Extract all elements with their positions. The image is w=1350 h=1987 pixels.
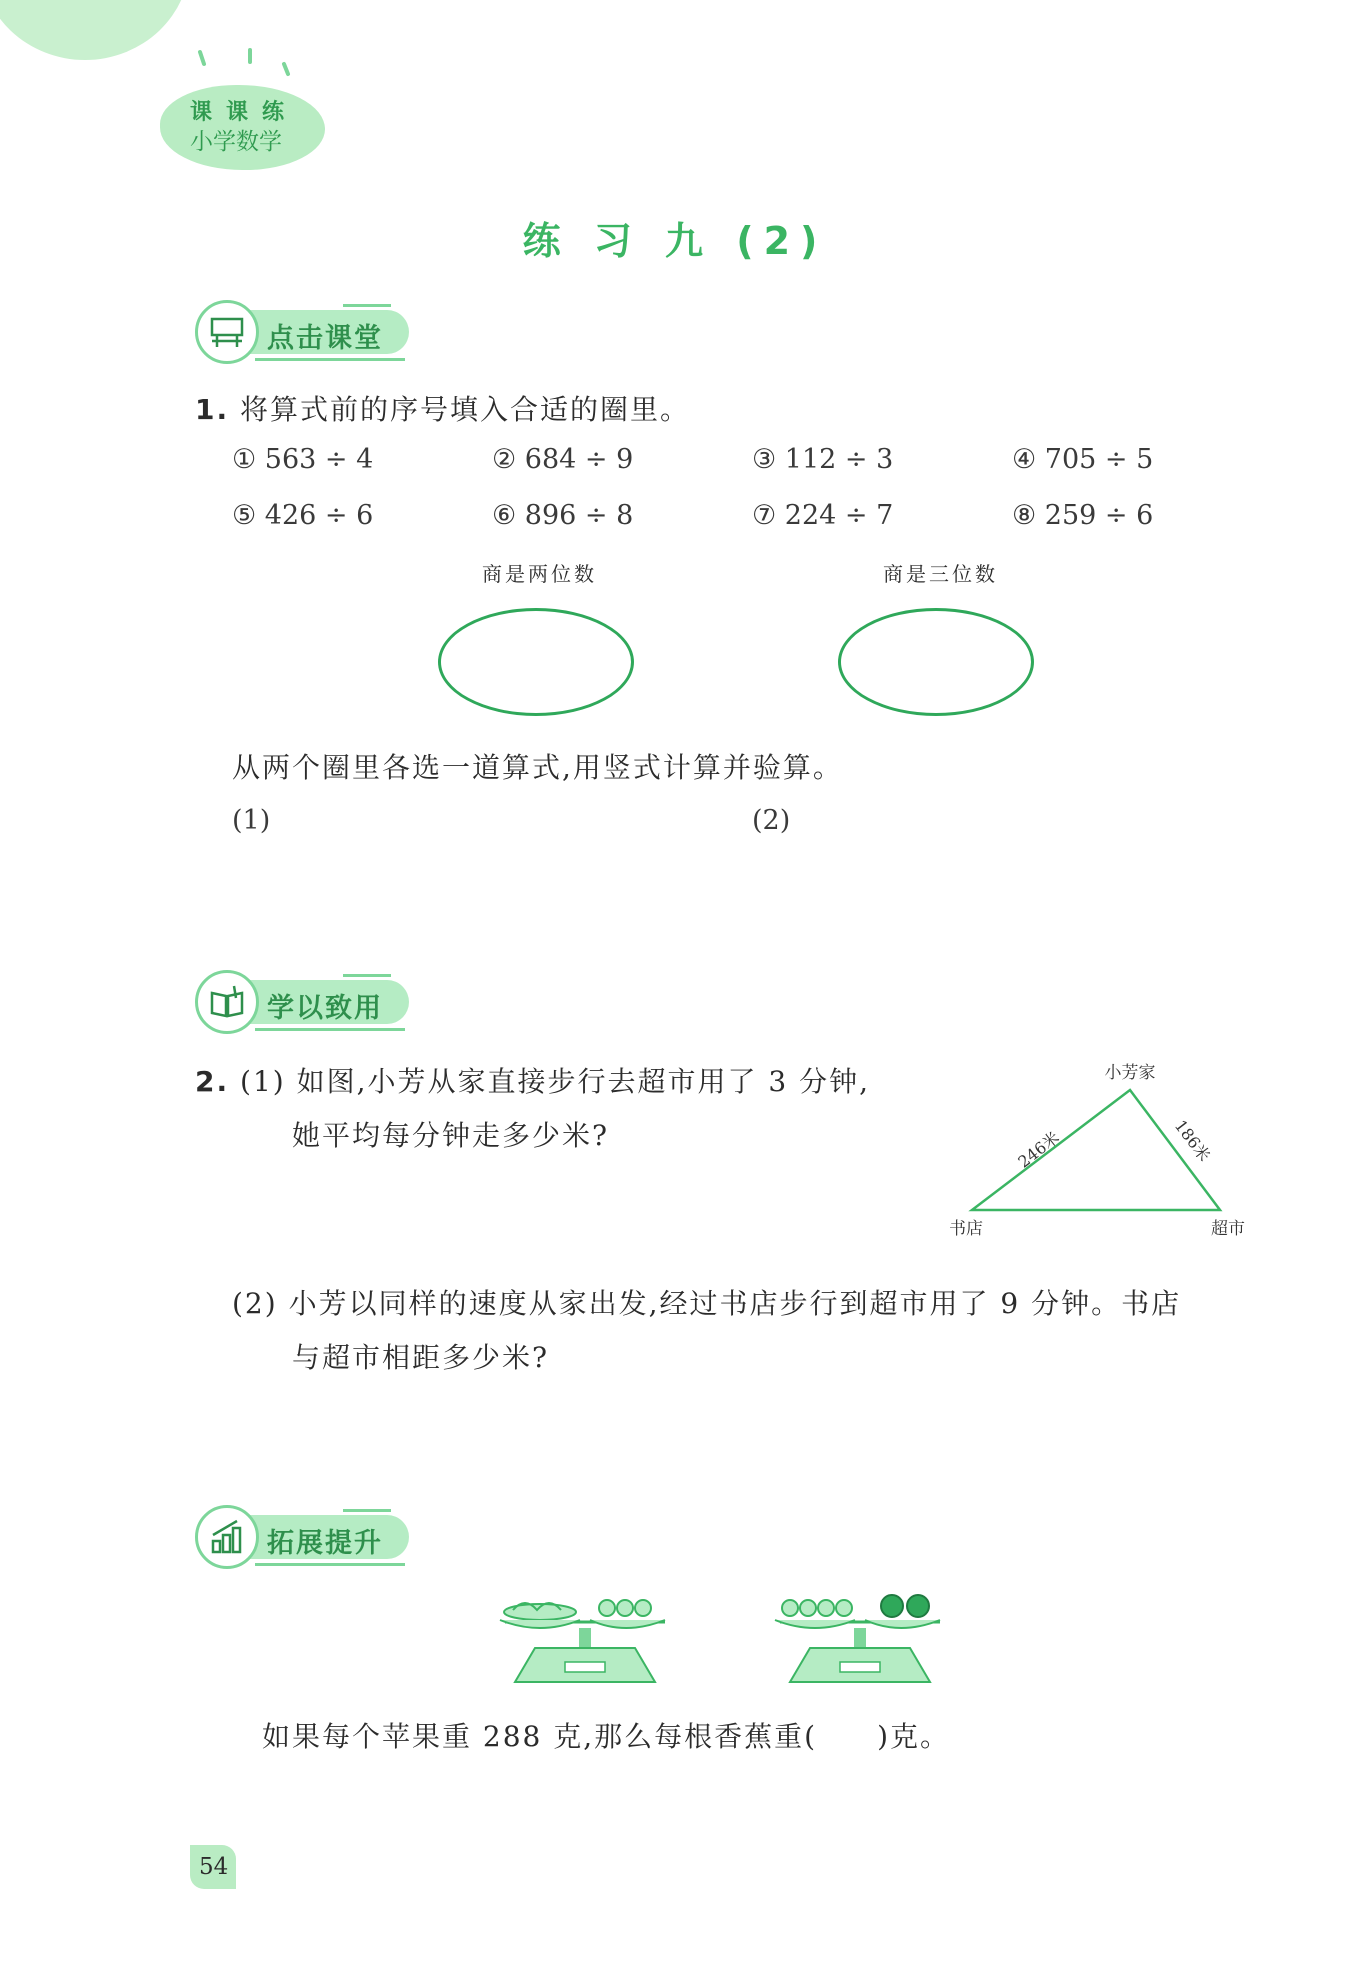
label-bookstore: 书店 — [949, 1219, 983, 1239]
brand-line2: 小学数学 — [190, 129, 282, 155]
label-supermarket: 超市 — [1211, 1219, 1245, 1239]
question-2-part2-line1: (2) 小芳以同样的速度从家出发,经过书店步行到超市用了 9 分钟。书店 — [232, 1287, 1182, 1320]
balance-scale-bananas-oranges — [495, 1590, 675, 1690]
page-number: 54 — [199, 1854, 229, 1880]
expression-8: ⑧ 259 ÷ 6 — [1012, 500, 1154, 531]
followup-text: 从两个圈里各选一道算式,用竖式计算并验算。 — [232, 751, 843, 784]
question-1-prompt — [195, 388, 690, 428]
section-label: 点击课堂 — [267, 323, 383, 354]
expression-7: ⑦ 224 ÷ 7 — [752, 500, 894, 531]
question-2-part2-line2: 与超市相距多少米? — [292, 1341, 550, 1374]
distance-triangle-diagram — [940, 1058, 1260, 1248]
growth-chart-icon — [209, 1519, 245, 1555]
sub-question-2: (2) — [752, 805, 791, 836]
question-text: 将算式前的序号填入合适的圈里。 — [240, 393, 691, 426]
sub-question-1: (1) — [232, 805, 271, 836]
question-number: 2. — [195, 1065, 230, 1098]
section-label: 拓展提升 — [267, 1528, 383, 1559]
expression-3: ③ 112 ÷ 3 — [752, 444, 894, 475]
label-home: 小芳家 — [1104, 1063, 1156, 1083]
answer-circle-two-digit[interactable] — [438, 608, 634, 716]
section-header-2 — [195, 970, 425, 1034]
question-2-part1-line1 — [195, 1060, 870, 1100]
page-title: 练 习 九 (2) — [522, 219, 828, 263]
circle-label-two-digit: 商是两位数 — [482, 562, 597, 586]
brand-line1: 课课练 — [190, 100, 299, 125]
question-number: 1. — [195, 393, 230, 426]
expression-6: ⑥ 896 ÷ 8 — [492, 500, 634, 531]
page-number-badge — [190, 1845, 236, 1889]
expression-5: ⑤ 426 ÷ 6 — [232, 500, 374, 531]
section-header-3 — [195, 1505, 425, 1569]
orange-icon — [599, 1600, 615, 1616]
sparkle-icon — [180, 48, 320, 88]
circle-label-three-digit: 商是三位数 — [883, 562, 998, 586]
section-header-1 — [195, 300, 425, 364]
question-text: (1) 如图,小芳从家直接步行去超市用了 3 分钟, — [240, 1065, 871, 1098]
expression-4: ④ 705 ÷ 5 — [1012, 444, 1154, 475]
book-icon — [209, 984, 245, 1020]
orange-icon — [782, 1600, 798, 1616]
balance-scale-oranges-apples — [770, 1590, 950, 1690]
apple-icon — [881, 1595, 903, 1617]
section-label: 学以致用 — [267, 993, 383, 1024]
label-distance-store-home: 246米 — [1014, 1127, 1063, 1172]
question-2-part1-line2: 她平均每分钟走多少米? — [292, 1119, 610, 1152]
expression-2: ② 684 ÷ 9 — [492, 444, 634, 475]
classroom-icon — [209, 314, 245, 350]
expression-1: ① 563 ÷ 4 — [232, 444, 374, 475]
label-distance-home-market: 186米 — [1170, 1116, 1214, 1165]
brand-logo — [160, 85, 325, 170]
corner-decoration — [0, 0, 190, 60]
question-3-text: 如果每个苹果重 288 克,那么每根香蕉重( )克。 — [262, 1720, 950, 1753]
answer-circle-three-digit[interactable] — [838, 608, 1034, 716]
